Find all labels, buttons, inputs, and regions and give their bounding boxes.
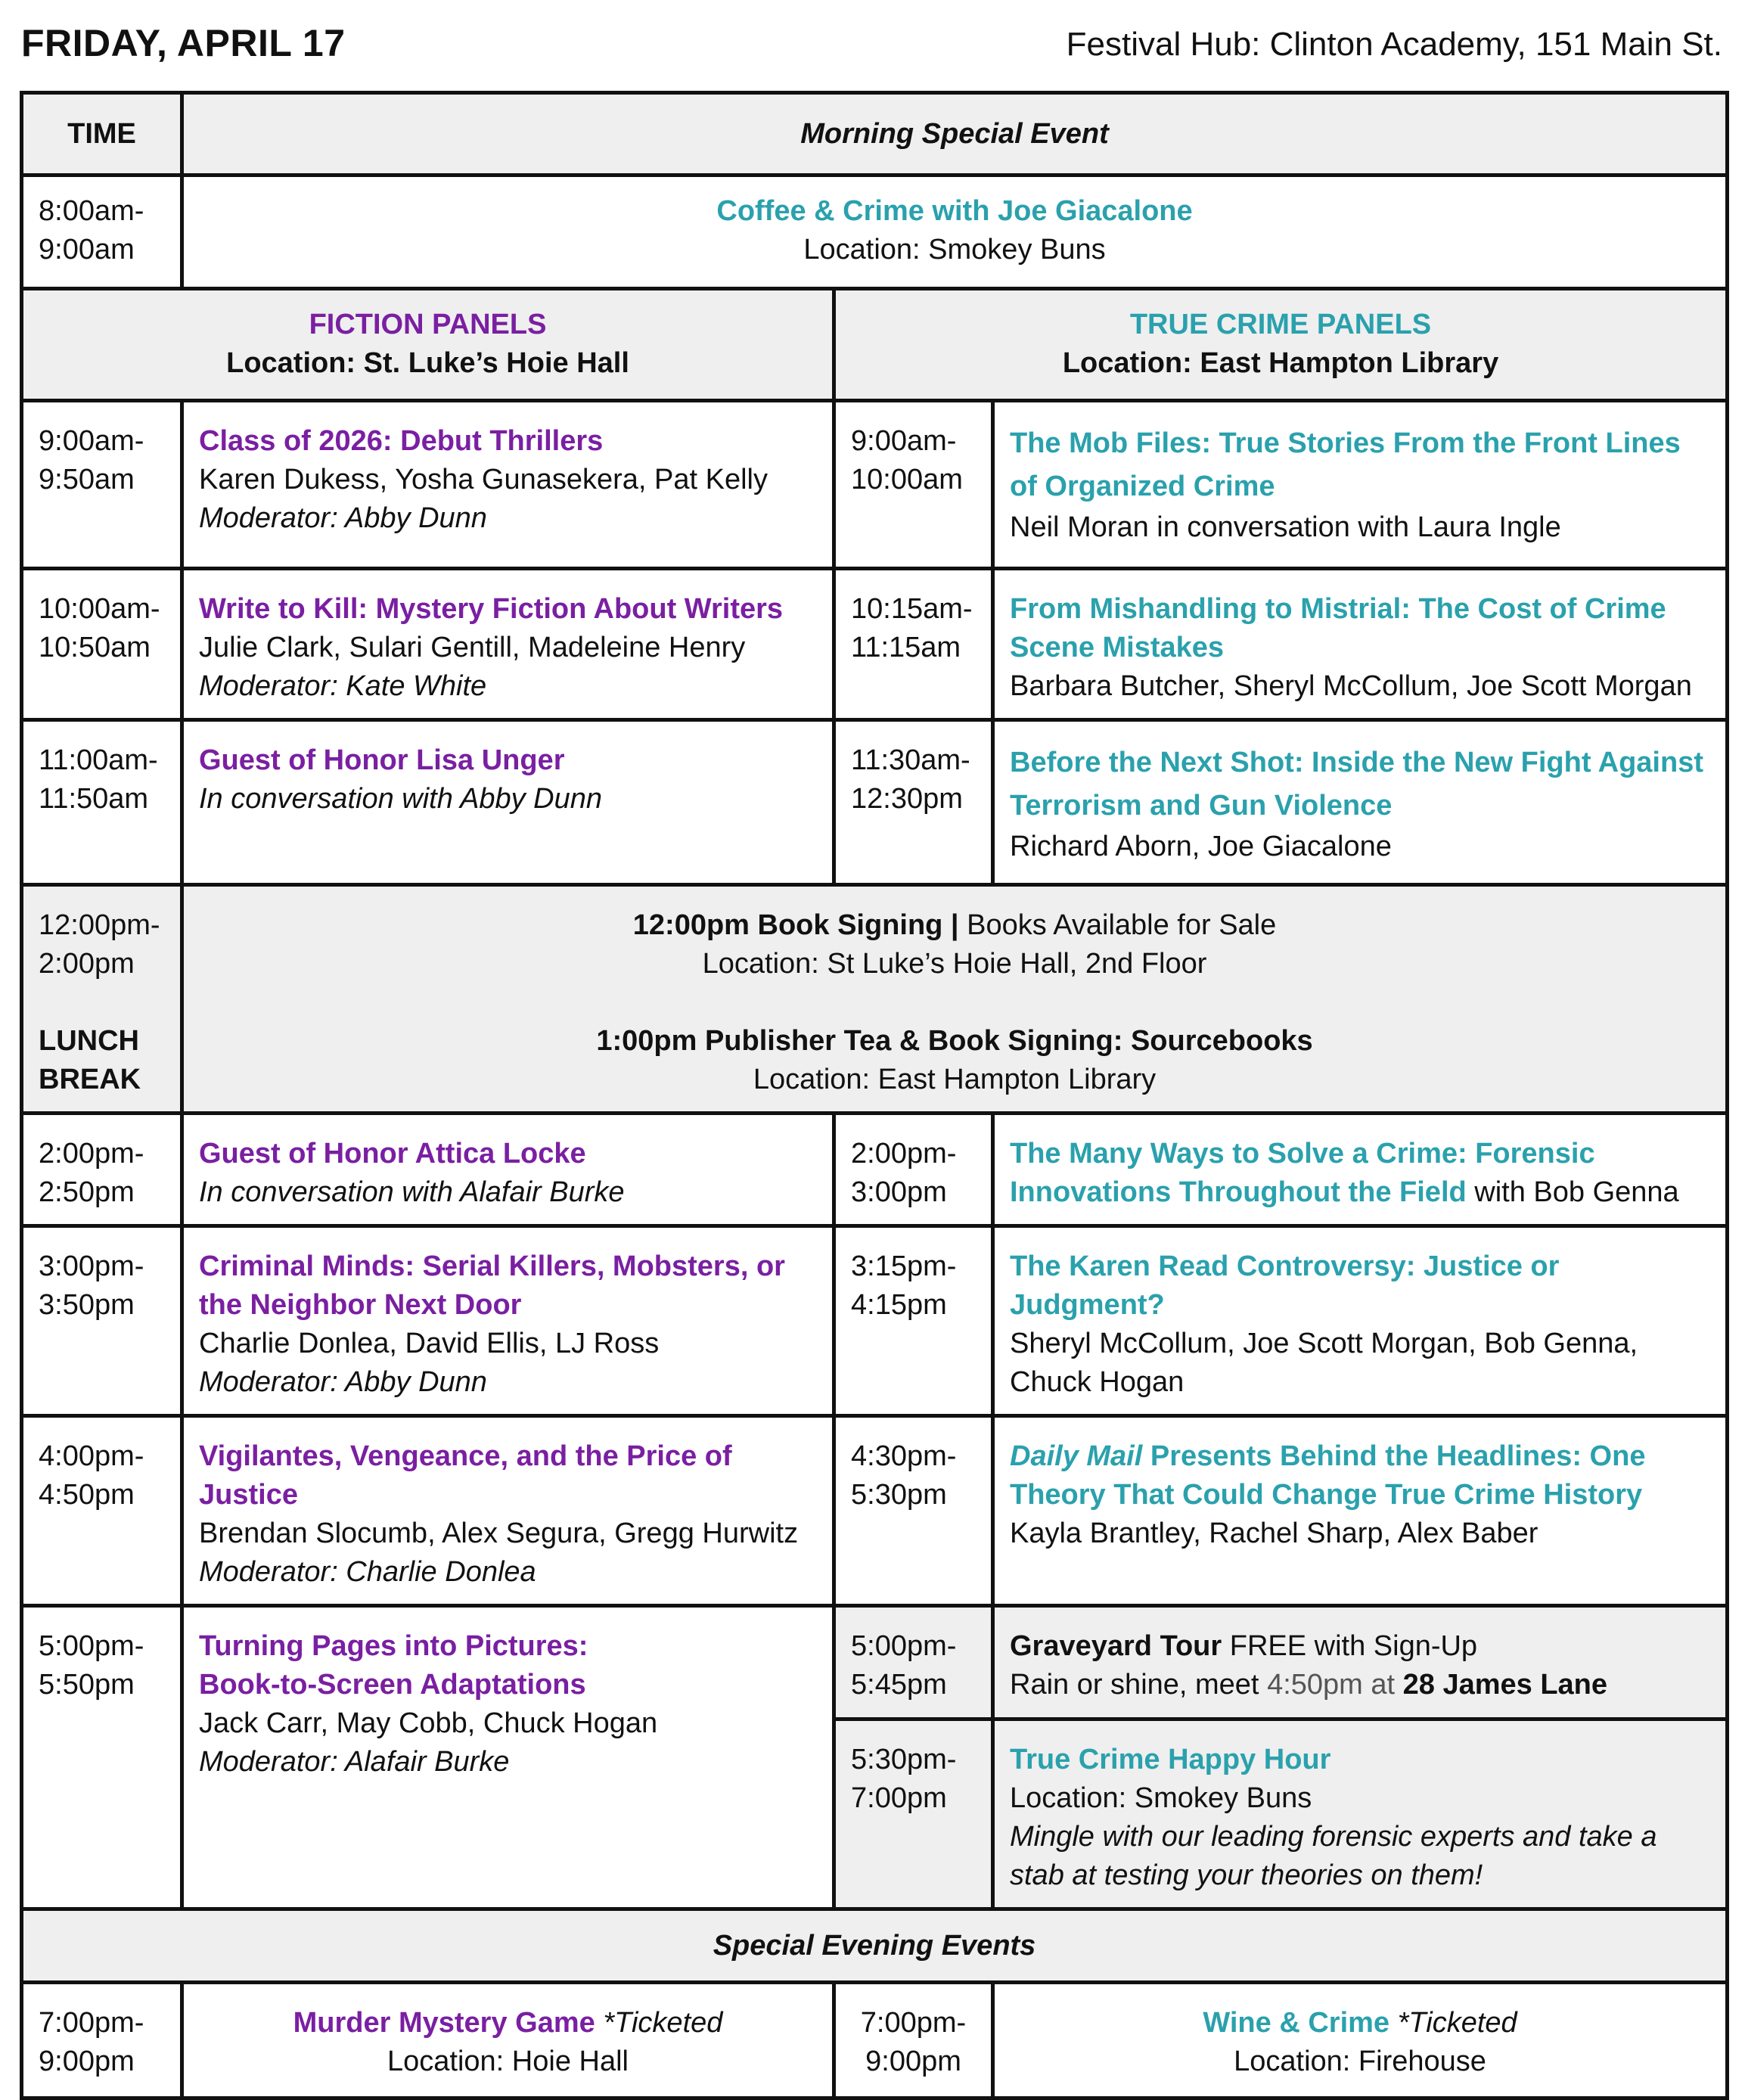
graveyard-tour: Graveyard Tour FREE with Sign-Up Rain or shine, meet 4:50pm at 28 James Lane: [993, 1606, 1728, 1719]
moderator: In conversation with Abby Dunn: [199, 783, 603, 815]
panelists: Barbara Butcher, Sheryl McCollum, Joe Scott Morgan: [1010, 670, 1692, 702]
panelists: Brendan Slocumb, Alex Segura, Gregg Hurwitz: [199, 1518, 799, 1549]
panel-title: Turning Pages into Pictures: Book-to-Screen Adaptations: [199, 1630, 588, 1701]
time-header: TIME: [22, 93, 182, 176]
table-row: [22, 1114, 1728, 1226]
panelists: Sheryl McCollum, Joe Scott Morgan, Bob Genna, Chuck Hogan: [1010, 1328, 1638, 1398]
panelists: Karen Dukess, Yosha Gunasekera, Pat Kelly: [199, 464, 768, 495]
time-cell: 10:15am- 11:15am: [834, 569, 993, 720]
table-row: [22, 1606, 1728, 1719]
festival-hub: Festival Hub: Clinton Academy, 151 Main St.: [1066, 26, 1722, 63]
tea-location: Location: East Hampton Library: [753, 1064, 1157, 1095]
publisher-tea: 1:00pm Publisher Tea & Book Signing: Sourcebooks: [596, 1025, 1313, 1057]
time-cell: 5:00pm- 5:50pm: [22, 1606, 182, 1909]
panel-title: Criminal Minds: Serial Killers, Mobsters, or the Neighbor Next Door: [199, 1250, 785, 1321]
panelists: Julie Clark, Sulari Gentill, Madeleine Henry: [199, 632, 746, 663]
morning-row: [22, 176, 1728, 289]
time-cell: 9:00am- 10:00am: [834, 401, 993, 569]
panel-title: Before the Next Shot: Inside the New Fight Against Terrorism and Gun Violence: [1010, 747, 1703, 822]
panel-title: From Mishandling to Mistrial: The Cost of Crime Scene Mistakes: [1010, 593, 1666, 663]
panel-title: True Crime Happy Hour: [1010, 1744, 1331, 1775]
panelists: Neil Moran in conversation with Laura Ingle: [1010, 511, 1561, 543]
panel-title: Daily Mail Presents Behind the Headlines: One Theory That Could Change True Crime History: [1010, 1440, 1646, 1511]
table-header-row: [22, 93, 1728, 176]
panelists: Richard Aborn, Joe Giacalone: [1010, 831, 1392, 862]
moderator: Moderator: Charlie Donlea: [199, 1556, 536, 1588]
fiction-panel: [182, 569, 834, 720]
morning-header: Morning Special Event: [182, 93, 1728, 176]
evening-header-row: [22, 1909, 1728, 1983]
time-cell: 7:00pm- 9:00pm: [22, 1983, 182, 2098]
truecrime-section-header: TRUE CRIME PANELS Location: East Hampton Library: [834, 289, 1728, 401]
event-location: Location: Smokey Buns: [803, 234, 1106, 266]
wine-and-crime: Wine & Crime *Ticketed Location: Firehouse: [993, 1983, 1728, 2098]
day-title: FRIDAY, APRIL 17: [21, 22, 346, 64]
table-row: [22, 401, 1728, 569]
truecrime-panel: [993, 569, 1728, 720]
panelists: Jack Carr, May Cobb, Chuck Hogan: [199, 1707, 658, 1739]
book-signing: 12:00pm Book Signing |: [632, 909, 959, 941]
event-location: Location: Smokey Buns: [1010, 1782, 1312, 1814]
table-row: [22, 720, 1728, 885]
truecrime-panel: [993, 720, 1728, 885]
panel-title: The Karen Read Controversy: Justice or Judgment?: [1010, 1250, 1560, 1321]
fiction-panel: [182, 401, 834, 569]
table-row: [22, 1416, 1728, 1606]
schedule-table: [20, 91, 1729, 2100]
time-cell: 7:00pm- 9:00pm: [834, 1983, 993, 2098]
truecrime-panel: [993, 1226, 1728, 1416]
evening-header: Special Evening Events: [22, 1909, 1728, 1983]
moderator: Moderator: Abby Dunn: [199, 502, 487, 534]
time-cell: 5:00pm- 5:45pm: [834, 1606, 993, 1719]
time-cell: 5:30pm- 7:00pm: [834, 1719, 993, 1909]
evening-row: [22, 1983, 1728, 2098]
time-cell: 3:00pm- 3:50pm: [22, 1226, 182, 1416]
table-row: [22, 1226, 1728, 1416]
fiction-panel: [182, 1416, 834, 1606]
moderator: In conversation with Alafair Burke: [199, 1176, 625, 1208]
time-cell: 9:00am- 9:50am: [22, 401, 182, 569]
event-note: Mingle with our leading forensic experts and take a stab at testing your theories on them!: [1010, 1821, 1657, 1891]
lunch-break-label: LUNCH BREAK: [39, 1025, 141, 1095]
fiction-panel: [182, 1226, 834, 1416]
time-cell: 11:30am- 12:30pm: [834, 720, 993, 885]
moderator: Moderator: Alafair Burke: [199, 1746, 510, 1778]
panel-title: Class of 2026: Debut Thrillers: [199, 425, 604, 457]
moderator: Moderator: Kate White: [199, 670, 487, 702]
time-cell: 8:00am- 9:00am: [22, 176, 182, 289]
lunch-row: [22, 885, 1728, 1114]
panelists: Charlie Donlea, David Ellis, LJ Ross: [199, 1328, 660, 1359]
time-cell: 2:00pm- 2:50pm: [22, 1114, 182, 1226]
panel-title: The Many Ways to Solve a Crime: Forensic Innovations Throughout the Field: [1010, 1138, 1595, 1208]
moderator: Moderator: Abby Dunn: [199, 1366, 487, 1398]
panel-title: Write to Kill: Mystery Fiction About Writers: [199, 593, 784, 625]
time-cell: 3:15pm- 4:15pm: [834, 1226, 993, 1416]
lunch-events: 12:00pm Book Signing | Books Available for Sale Location: St Luke’s Hoie Hall, 2nd Floor 1:00pm Publisher Tea & Book Signing: Sourcebooks Location: East Hampton Library: [182, 885, 1728, 1114]
panel-title: Vigilantes, Vengeance, and the Price of Justice: [199, 1440, 732, 1511]
panelists: Kayla Brantley, Rachel Sharp, Alex Baber: [1010, 1518, 1539, 1549]
panel-title: The Mob Files: True Stories From the Front Lines of Organized Crime: [1010, 427, 1681, 502]
time-cell: 4:00pm- 4:50pm: [22, 1416, 182, 1606]
time-cell: 11:00am- 11:50am: [22, 720, 182, 885]
truecrime-panel: [993, 401, 1728, 569]
fiction-panel: [182, 1606, 834, 1909]
panel-title: Guest of Honor Lisa Unger: [199, 744, 565, 776]
fiction-panel: [182, 1114, 834, 1226]
fiction-panel: [182, 720, 834, 885]
time-cell: 2:00pm- 3:00pm: [834, 1114, 993, 1226]
event-title: Coffee & Crime with Joe Giacalone: [716, 195, 1193, 227]
signing-location: Location: St Luke’s Hoie Hall, 2nd Floor: [702, 948, 1207, 980]
truecrime-panel: The Many Ways to Solve a Crime: Forensic Innovations Throughout the Field with Bob Genna: [993, 1114, 1728, 1226]
morning-event: [182, 176, 1728, 289]
murder-mystery-game: Murder Mystery Game *Ticketed Location: Hoie Hall: [182, 1983, 834, 2098]
section-header-row: [22, 289, 1728, 401]
truecrime-panel: [993, 1416, 1728, 1606]
panel-title: Guest of Honor Attica Locke: [199, 1138, 586, 1170]
happy-hour: [993, 1719, 1728, 1909]
time-cell: 4:30pm- 5:30pm: [834, 1416, 993, 1606]
time-cell: 12:00pm- 2:00pm LUNCH BREAK: [22, 885, 182, 1114]
fiction-section-header: FICTION PANELS Location: St. Luke’s Hoie Hall: [22, 289, 834, 401]
table-row: [22, 569, 1728, 720]
time-cell: 10:00am- 10:50am: [22, 569, 182, 720]
